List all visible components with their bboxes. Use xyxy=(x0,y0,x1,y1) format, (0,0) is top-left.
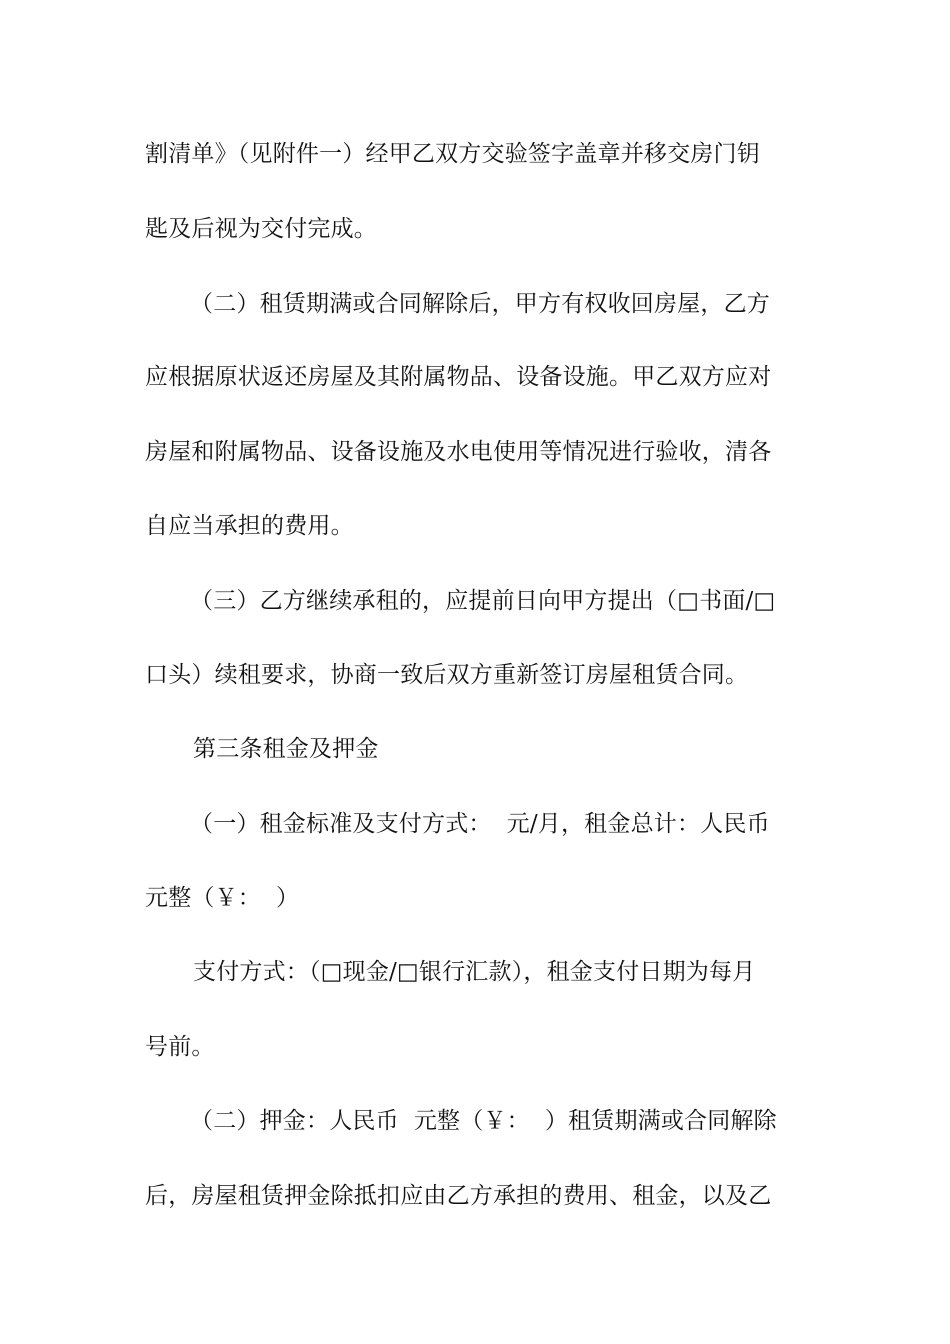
paragraph-line: 后，房屋租赁押金除抵扣应由乙方承担的费用、租金，以及乙 xyxy=(145,1183,772,1209)
paragraph-line: 支付方式：（□现金/□银行汇款），租金支付日期为每月 xyxy=(193,959,756,985)
paragraph-line: 房屋和附属物品、设备设施及水电使用等情况进行验收，清各 xyxy=(145,439,772,465)
paragraph-line: （二）租赁期满或合同解除后，甲方有权收回房屋，乙方 xyxy=(190,291,770,317)
paragraph-line: 口头）续租要求，协商一致后双方重新签订房屋租赁合同。 xyxy=(145,662,749,688)
paragraph-line: 匙及后视为交付完成。 xyxy=(145,216,377,242)
paragraph-line: （二）押金：人民币 元整（￥： ）租赁期满或合同解除 xyxy=(190,1108,777,1134)
paragraph-line: 应根据原状返还房屋及其附属物品、设备设施。甲乙双方应对 xyxy=(145,364,772,390)
paragraph-line: 自应当承担的费用。 xyxy=(145,513,354,539)
paragraph-line: （三）乙方继续承租的，应提前日向甲方提出（□书面/□ xyxy=(190,588,776,614)
paragraph-line: （一）租金标准及支付方式： 元/月，租金总计：人民币 xyxy=(190,811,770,837)
paragraph-line: 元整（￥： ） xyxy=(145,885,300,911)
paragraph-line: 号前。 xyxy=(145,1034,215,1060)
section-heading: 第三条租金及押金 xyxy=(193,736,379,762)
paragraph-line: 割清单》（见附件一）经甲乙双方交验签字盖章并移交房门钥 xyxy=(145,141,760,167)
